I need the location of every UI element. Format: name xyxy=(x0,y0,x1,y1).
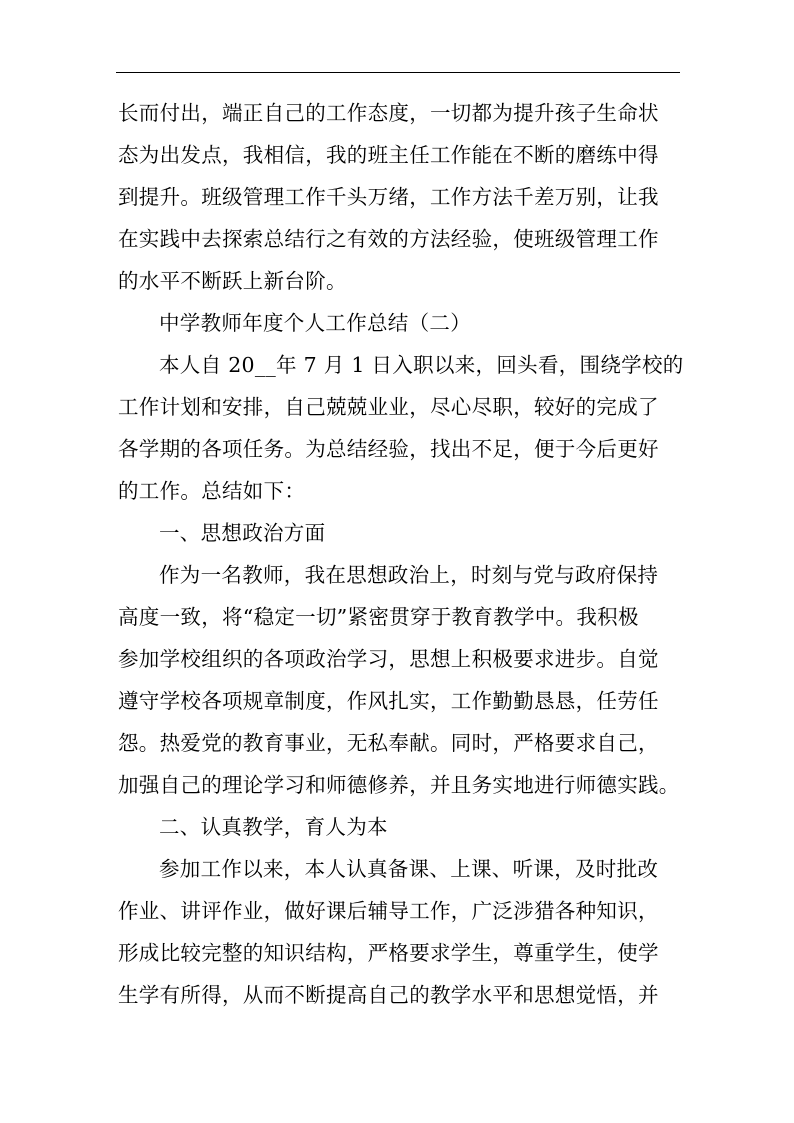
text-line: 在实践中去探索总结行之有效的方法经验，使班级管理工作 xyxy=(118,227,659,251)
text-line: 中学教师年度个人工作总结（二） xyxy=(159,311,471,335)
text-line: 怨。热爱党的教育事业，无私奉献。同时，严格要求自己， xyxy=(118,731,659,755)
text-line: 作业、讲评作业，做好课后辅导工作，广泛涉猎各种知识， xyxy=(118,899,659,923)
text-line: 态为出发点，我相信，我的班主任工作能在不断的磨练中得 xyxy=(118,143,659,167)
text-line: 一、思想政治方面 xyxy=(159,521,326,545)
text-line: 参加工作以来，本人认真备课、上课、听课，及时批改 xyxy=(159,857,659,881)
text-line: 生学有所得，从而不断提高自己的教学水平和思想觉悟，并 xyxy=(118,983,659,1007)
text-line: 二、认真教学，育人为本 xyxy=(159,815,388,839)
text-line: 遵守学校各项规章制度，作风扎实，工作勤勤恳恳，任劳任 xyxy=(118,689,659,713)
text-line: 到提升。班级管理工作千头万绪，工作方法千差万别，让我 xyxy=(118,185,659,209)
text-line: 作为一名教师，我在思想政治上，时刻与党与政府保持 xyxy=(159,563,659,587)
header-rule xyxy=(116,72,680,73)
text-line: 各学期的各项任务。为总结经验，找出不足，便于今后更好 xyxy=(118,437,659,461)
text-line: 长而付出，端正自己的工作态度，一切都为提升孩子生命状 xyxy=(118,101,659,125)
text-line: 的工作。总结如下： xyxy=(118,479,306,503)
text-line: 形成比较完整的知识结构，严格要求学生，尊重学生，使学 xyxy=(118,941,659,965)
document-body xyxy=(118,92,684,1016)
text-line: 的水平不断跃上新台阶。 xyxy=(118,269,347,293)
text-line: 本人自 20__年 7 月 1 日入职以来，回头看，围绕学校的 xyxy=(159,353,684,377)
text-line: 高度一致，将“稳定一切”紧密贯穿于教育教学中。我积极 xyxy=(118,605,639,629)
text-line: 加强自己的理论学习和师德修养，并且务实地进行师德实践。 xyxy=(118,773,680,797)
text-line: 参加学校组织的各项政治学习，思想上积极要求进步。自觉 xyxy=(118,647,659,671)
text-line: 工作计划和安排，自己兢兢业业，尽心尽职，较好的完成了 xyxy=(118,395,659,419)
